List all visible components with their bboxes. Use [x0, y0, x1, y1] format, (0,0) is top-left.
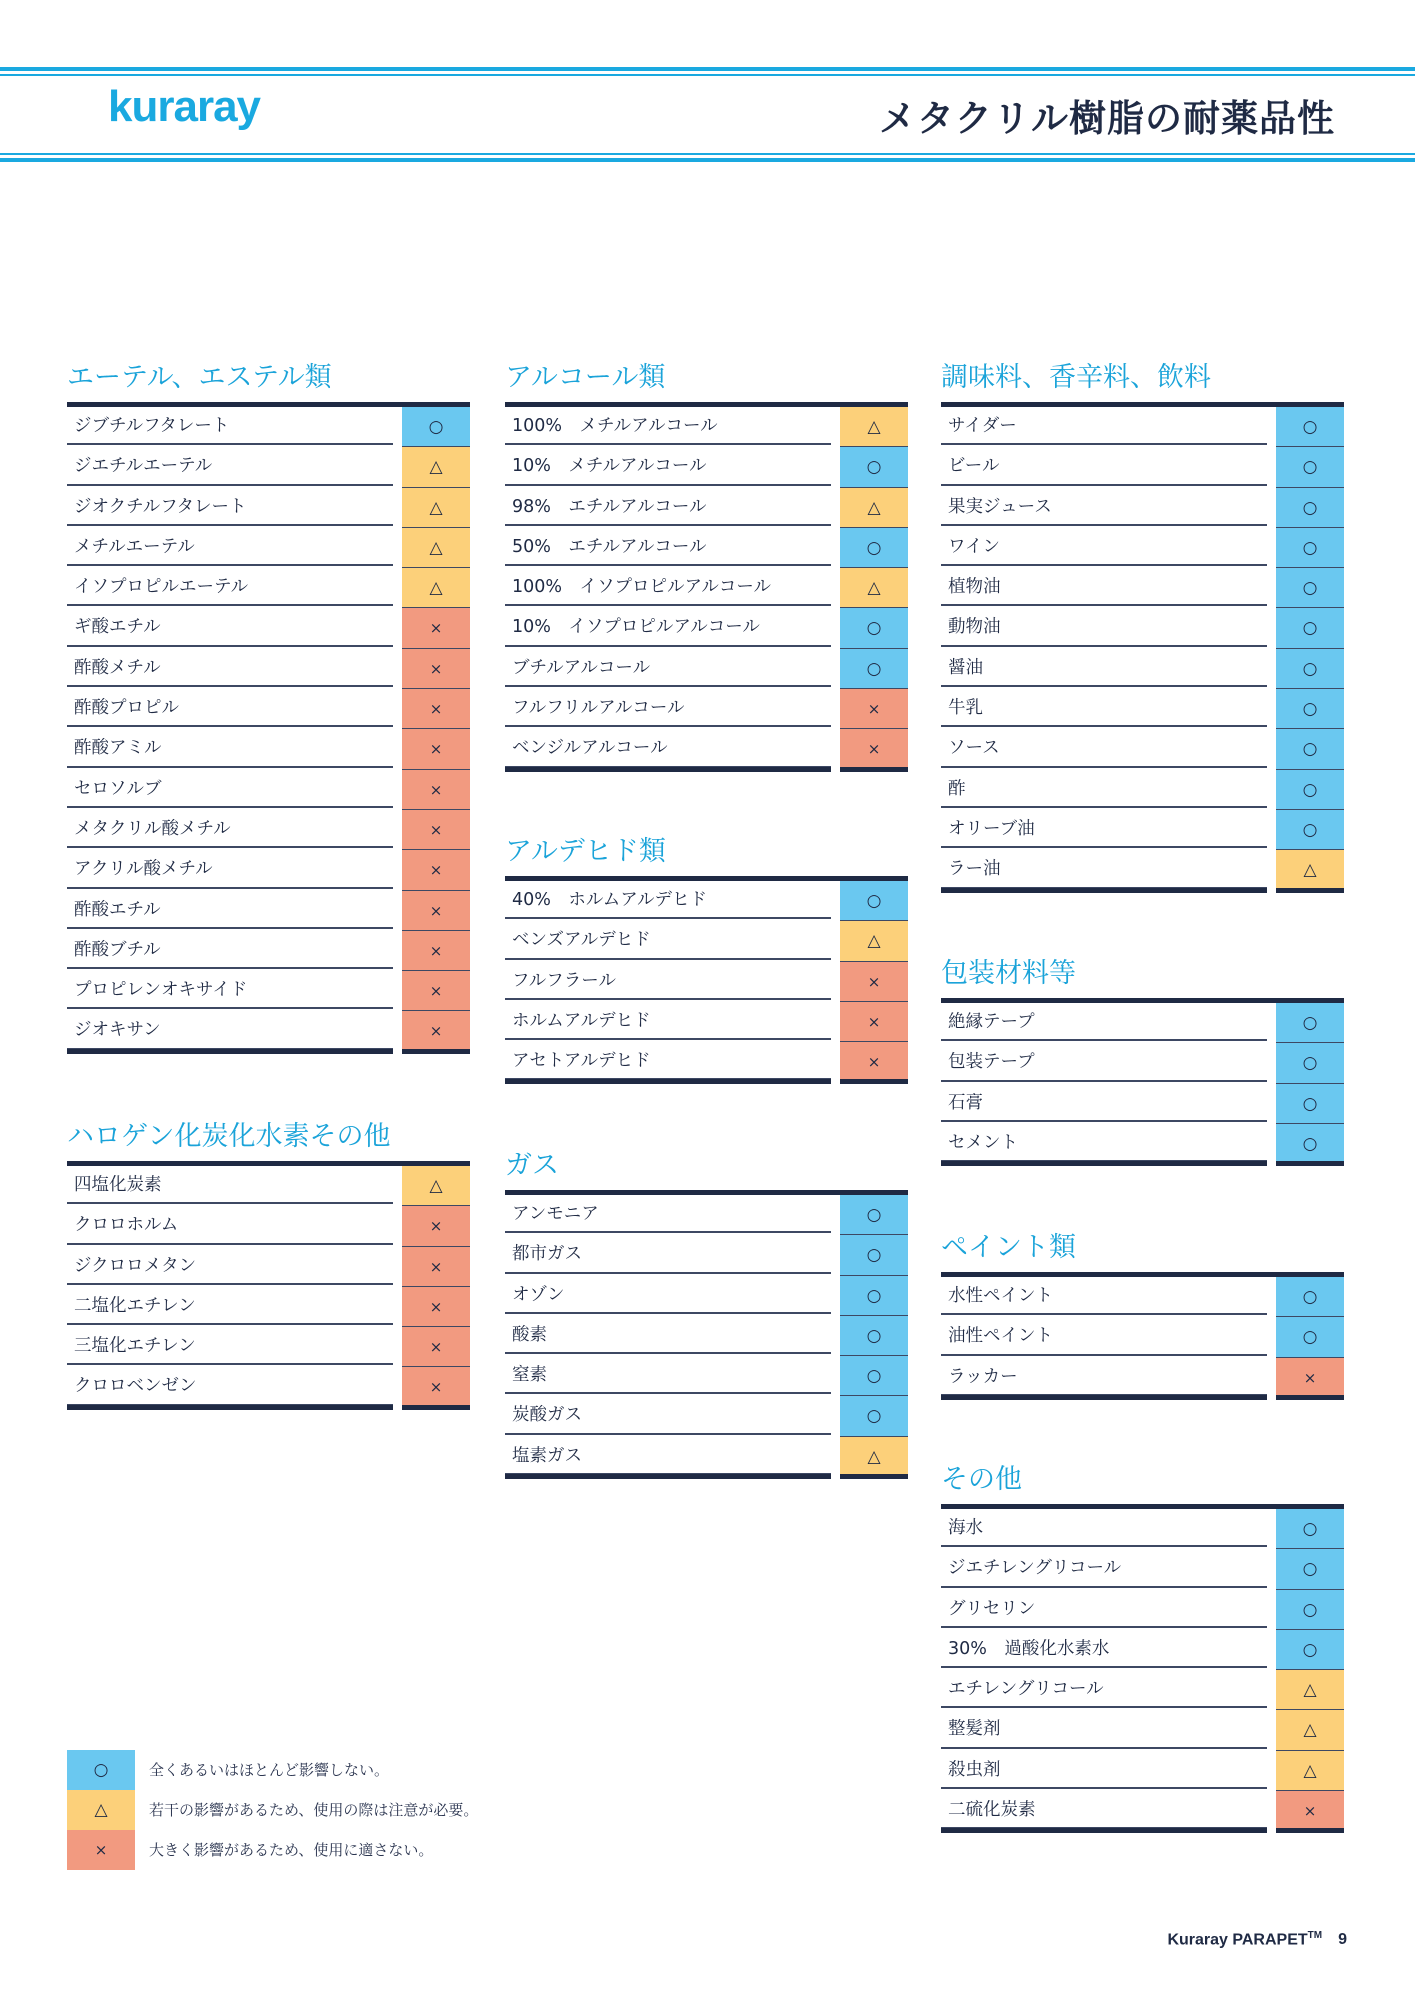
rating-good-icon: ○ — [1276, 488, 1344, 528]
rating-good-icon: ○ — [840, 1356, 908, 1396]
rating-caution-icon: △ — [1276, 1710, 1344, 1750]
chemical-name: 果実ジュース — [941, 488, 1267, 526]
rating-good-icon: ○ — [1276, 729, 1344, 769]
table-row — [67, 729, 470, 769]
table-row — [941, 568, 1344, 608]
chemical-name: 98% エチルアルコール — [505, 488, 831, 526]
chemical-name: ジエチルエーテル — [67, 447, 393, 485]
table-row — [67, 1247, 470, 1287]
rating-good-icon: ○ — [402, 407, 470, 447]
table-row — [941, 447, 1344, 487]
chemical-name: セメント — [941, 1124, 1267, 1162]
table-row — [67, 649, 470, 689]
table-row — [941, 1358, 1344, 1398]
section-title: アルデヒド類 — [505, 836, 666, 867]
resistance-table — [505, 876, 908, 1087]
table-row — [941, 1630, 1344, 1670]
resistance-table — [505, 402, 908, 775]
rating-bad-icon: × — [402, 689, 470, 729]
bottom-rule-label — [941, 888, 1267, 893]
chemical-name: ジオキサン — [67, 1011, 393, 1049]
chemical-name: オゾン — [505, 1276, 831, 1314]
rating-caution-icon: △ — [402, 528, 470, 568]
table-row — [941, 770, 1344, 810]
section-title: ペイント類 — [941, 1232, 1076, 1263]
chemical-name: ソース — [941, 729, 1267, 767]
rating-caution-icon: △ — [402, 488, 470, 528]
section-title: ハロゲン化炭化水素その他 — [67, 1121, 391, 1152]
section-food — [941, 360, 1344, 896]
table-row — [505, 1235, 908, 1275]
rating-good-icon: ○ — [1276, 1277, 1344, 1317]
chemical-name: メチルエーテル — [67, 528, 393, 566]
rating-caution-icon: △ — [402, 1166, 470, 1206]
legend-text-caution: 若干の影響があるため、使用の際は注意が必要。 — [149, 1801, 479, 1819]
chemical-name: ラッカー — [941, 1358, 1267, 1396]
chemical-name: 酢酸アミル — [67, 729, 393, 767]
table-row — [67, 770, 470, 810]
chemical-name: アンモニア — [505, 1195, 831, 1233]
rating-bad-icon: × — [402, 971, 470, 1011]
table-row — [67, 850, 470, 890]
rating-caution-icon: △ — [840, 407, 908, 447]
section-title: ガス — [505, 1150, 559, 1181]
resistance-table — [67, 402, 470, 1057]
chemical-name: 塩素ガス — [505, 1437, 831, 1475]
table-row — [67, 1287, 470, 1327]
table-row — [505, 568, 908, 608]
rating-bad-icon: × — [402, 891, 470, 931]
rating-good-icon: ○ — [1276, 649, 1344, 689]
table-row — [67, 971, 470, 1011]
chemical-name: 四塩化炭素 — [67, 1166, 393, 1204]
table-bottom-rule — [67, 1408, 470, 1413]
section-paint — [941, 1230, 1344, 1403]
table-row — [505, 729, 908, 769]
table-row — [505, 1316, 908, 1356]
chemical-name: ホルムアルデヒド — [505, 1002, 831, 1040]
table-row — [505, 649, 908, 689]
table-bottom-rule — [67, 1052, 470, 1057]
section-alcohol — [505, 360, 908, 775]
rating-bad-icon: × — [402, 1011, 470, 1051]
chemical-name: ギ酸エチル — [67, 608, 393, 646]
bottom-rule-symbol — [1276, 1161, 1344, 1166]
rating-good-icon: ○ — [840, 1235, 908, 1275]
rating-good-icon: ○ — [1276, 1124, 1344, 1164]
table-row — [67, 810, 470, 850]
rating-caution-icon: △ — [840, 1437, 908, 1477]
table-bottom-rule — [941, 1398, 1344, 1403]
header-rule-bottom-thick — [0, 158, 1415, 162]
chemical-name: 都市ガス — [505, 1235, 831, 1273]
rating-caution-icon: △ — [402, 568, 470, 608]
table-bottom-rule — [941, 891, 1344, 896]
chemical-name: 50% エチルアルコール — [505, 528, 831, 566]
table-row — [505, 407, 908, 447]
chemical-name: セロソルブ — [67, 770, 393, 808]
section-halogen — [67, 1119, 470, 1413]
bottom-rule-label — [505, 767, 831, 772]
rating-good-icon: ○ — [1276, 1084, 1344, 1124]
table-row — [67, 1206, 470, 1246]
table-row — [67, 689, 470, 729]
table-row — [941, 1043, 1344, 1083]
table-row — [941, 488, 1344, 528]
chemical-name: フルフラール — [505, 962, 831, 1000]
bottom-rule-label — [67, 1405, 393, 1410]
chemical-name: 海水 — [941, 1509, 1267, 1547]
table-bottom-rule — [941, 1164, 1344, 1169]
table-row — [941, 850, 1344, 890]
table-row — [505, 1002, 908, 1042]
chemical-name: 酸素 — [505, 1316, 831, 1354]
table-row — [941, 1003, 1344, 1043]
table-row — [505, 921, 908, 961]
bottom-rule-label — [941, 1161, 1267, 1166]
bottom-rule-symbol — [1276, 888, 1344, 893]
chemical-name: ビール — [941, 447, 1267, 485]
table-row — [941, 608, 1344, 648]
chemical-name: エチレングリコール — [941, 1670, 1267, 1708]
chemical-name: 三塩化エチレン — [67, 1327, 393, 1365]
rating-good-icon: ○ — [1276, 1317, 1344, 1357]
chemical-name: イソプロピルエーテル — [67, 568, 393, 606]
table-row — [67, 488, 470, 528]
table-row — [505, 488, 908, 528]
table-row — [941, 1590, 1344, 1630]
table-row — [941, 1124, 1344, 1164]
rating-bad-icon: × — [1276, 1358, 1344, 1398]
table-row — [67, 608, 470, 648]
table-row — [941, 649, 1344, 689]
rating-bad-icon: × — [402, 1327, 470, 1367]
rating-bad-icon: × — [402, 608, 470, 648]
table-row — [941, 1277, 1344, 1317]
kuraray-logo: kuraray — [108, 82, 261, 131]
chemical-name: アクリル酸メチル — [67, 850, 393, 888]
rating-bad-icon: × — [402, 1287, 470, 1327]
table-row — [67, 447, 470, 487]
chemical-name: 二硫化炭素 — [941, 1791, 1267, 1829]
rating-good-icon: ○ — [1276, 568, 1344, 608]
table-row — [505, 689, 908, 729]
resistance-table — [941, 998, 1344, 1169]
chemical-name: クロロベンゼン — [67, 1367, 393, 1405]
chemical-name: グリセリン — [941, 1590, 1267, 1628]
chemical-name: 100% イソプロピルアルコール — [505, 568, 831, 606]
page-title: メタクリル樹脂の耐薬品性 — [879, 97, 1335, 140]
table-row — [941, 689, 1344, 729]
rating-caution-icon: △ — [840, 488, 908, 528]
rating-good-icon: ○ — [1276, 810, 1344, 850]
chemical-name: 酢酸エチル — [67, 891, 393, 929]
table-row — [67, 407, 470, 447]
header-rule-top-thick — [0, 67, 1415, 71]
table-row — [67, 1166, 470, 1206]
section-title: エーテル、エステル類 — [67, 362, 332, 393]
rating-bad-icon: × — [402, 810, 470, 850]
chemical-name: 植物油 — [941, 568, 1267, 606]
chemical-name: 動物油 — [941, 608, 1267, 646]
rating-good-icon: ○ — [1276, 1630, 1344, 1670]
chemical-name: クロロホルム — [67, 1206, 393, 1244]
table-row — [505, 1396, 908, 1436]
section-title: アルコール類 — [505, 362, 666, 393]
chemical-name: ラー油 — [941, 850, 1267, 888]
table-row — [67, 931, 470, 971]
chemical-name: 30% 過酸化水素水 — [941, 1630, 1267, 1668]
chemical-name: 醤油 — [941, 649, 1267, 687]
chemical-name: 殺虫剤 — [941, 1751, 1267, 1789]
rating-bad-icon: × — [840, 1002, 908, 1042]
table-row — [941, 1549, 1344, 1589]
table-row — [67, 1011, 470, 1051]
rating-bad-icon: × — [402, 850, 470, 890]
rating-good-icon: ○ — [1276, 1043, 1344, 1083]
rating-bad-icon: × — [402, 931, 470, 971]
bottom-rule-symbol — [1276, 1828, 1344, 1833]
bottom-rule-label — [505, 1474, 831, 1479]
rating-good-icon: ○ — [1276, 770, 1344, 810]
bottom-rule-label — [67, 1049, 393, 1054]
rating-good-icon: ○ — [840, 1316, 908, 1356]
table-row — [505, 528, 908, 568]
rating-good-icon: ○ — [1276, 608, 1344, 648]
chemical-name: 40% ホルムアルデヒド — [505, 881, 831, 919]
rating-good-icon: ○ — [1276, 528, 1344, 568]
chemical-name: ジオクチルフタレート — [67, 488, 393, 526]
bottom-rule-symbol — [402, 1405, 470, 1410]
legend-swatch-bad: × — [67, 1830, 135, 1870]
table-row — [67, 891, 470, 931]
chemical-name: 二塩化エチレン — [67, 1287, 393, 1325]
chemical-name: 包装テープ — [941, 1043, 1267, 1081]
chemical-name: ジブチルフタレート — [67, 407, 393, 445]
chemical-name: オリーブ油 — [941, 810, 1267, 848]
rating-caution-icon: △ — [1276, 1751, 1344, 1791]
resistance-table — [67, 1161, 470, 1413]
table-row — [505, 608, 908, 648]
header-rule-bottom-thin — [0, 153, 1415, 155]
rating-good-icon: ○ — [840, 1396, 908, 1436]
resistance-table — [941, 1272, 1344, 1403]
rating-bad-icon: × — [402, 1206, 470, 1246]
table-row — [505, 447, 908, 487]
table-row — [941, 810, 1344, 850]
table-row — [505, 962, 908, 1002]
table-row — [505, 1437, 908, 1477]
chemical-name: ジエチレングリコール — [941, 1549, 1267, 1587]
rating-bad-icon: × — [402, 770, 470, 810]
chemical-name: 酢酸ブチル — [67, 931, 393, 969]
rating-good-icon: ○ — [1276, 1549, 1344, 1589]
page-number: 9 — [1338, 1931, 1347, 1949]
bottom-rule-label — [941, 1395, 1267, 1400]
rating-good-icon: ○ — [840, 881, 908, 921]
chemical-name: ベンジルアルコール — [505, 729, 831, 767]
chemical-name: 油性ペイント — [941, 1317, 1267, 1355]
bottom-rule-label — [505, 1079, 831, 1084]
table-row — [505, 1356, 908, 1396]
table-row — [941, 528, 1344, 568]
section-title: 包装材料等 — [941, 958, 1076, 989]
chemical-name: 酢酸メチル — [67, 649, 393, 687]
chemical-name: 牛乳 — [941, 689, 1267, 727]
rating-good-icon: ○ — [1276, 407, 1344, 447]
chemical-name: 10% イソプロピルアルコール — [505, 608, 831, 646]
rating-good-icon: ○ — [840, 649, 908, 689]
resistance-table — [941, 402, 1344, 896]
table-row — [67, 568, 470, 608]
footer — [1167, 1930, 1347, 1949]
rating-bad-icon: × — [840, 729, 908, 769]
resistance-table — [941, 1504, 1344, 1836]
table-row — [941, 1710, 1344, 1750]
rating-caution-icon: △ — [402, 447, 470, 487]
table-bottom-rule — [505, 1082, 908, 1087]
section-gas — [505, 1148, 908, 1482]
chemical-name: 絶縁テープ — [941, 1003, 1267, 1041]
bottom-rule-symbol — [402, 1049, 470, 1054]
table-row — [67, 1327, 470, 1367]
chemical-name: ジクロロメタン — [67, 1247, 393, 1285]
rating-good-icon: ○ — [1276, 689, 1344, 729]
rating-good-icon: ○ — [1276, 1509, 1344, 1549]
table-bottom-rule — [505, 1477, 908, 1482]
rating-caution-icon: △ — [1276, 850, 1344, 890]
legend-text-good: 全くあるいはほとんど影響しない。 — [149, 1761, 390, 1779]
table-bottom-rule — [505, 770, 908, 775]
rating-bad-icon: × — [840, 962, 908, 1002]
chemical-name: サイダー — [941, 407, 1267, 445]
rating-good-icon: ○ — [840, 447, 908, 487]
chemical-name: 炭酸ガス — [505, 1396, 831, 1434]
chemical-name: 窒素 — [505, 1356, 831, 1394]
rating-bad-icon: × — [402, 1367, 470, 1407]
table-row — [941, 1751, 1344, 1791]
section-ether-ester — [67, 360, 470, 1057]
legend-text-bad: 大きく影響があるため、使用に適さない。 — [149, 1841, 434, 1859]
table-row — [941, 1791, 1344, 1831]
rating-bad-icon: × — [402, 1247, 470, 1287]
chemical-name: 酢 — [941, 770, 1267, 808]
trademark-mark: TM — [1307, 1930, 1323, 1941]
table-row — [67, 528, 470, 568]
section-aldehyde — [505, 834, 908, 1087]
header-rule-top-thin — [0, 74, 1415, 76]
legend-swatch-good: ○ — [67, 1750, 135, 1790]
chemical-name: 10% メチルアルコール — [505, 447, 831, 485]
table-row — [505, 881, 908, 921]
rating-good-icon: ○ — [1276, 1003, 1344, 1043]
bottom-rule-symbol — [840, 1079, 908, 1084]
chemical-name: 水性ペイント — [941, 1277, 1267, 1315]
chemical-name: フルフリルアルコール — [505, 689, 831, 727]
rating-bad-icon: × — [1276, 1791, 1344, 1831]
rating-bad-icon: × — [402, 729, 470, 769]
chemical-name: ワイン — [941, 528, 1267, 566]
footer-brand: Kuraray PARAPET — [1167, 1931, 1308, 1949]
rating-caution-icon: △ — [1276, 1670, 1344, 1710]
bottom-rule-symbol — [840, 1474, 908, 1479]
rating-bad-icon: × — [840, 689, 908, 729]
table-row — [505, 1042, 908, 1082]
bottom-rule-label — [941, 1828, 1267, 1833]
table-row — [941, 729, 1344, 769]
rating-good-icon: ○ — [840, 1276, 908, 1316]
chemical-name: プロピレンオキサイド — [67, 971, 393, 1009]
rating-bad-icon: × — [402, 649, 470, 689]
table-row — [941, 1509, 1344, 1549]
legend-swatch-caution: △ — [67, 1790, 135, 1830]
table-row — [941, 407, 1344, 447]
rating-good-icon: ○ — [840, 1195, 908, 1235]
resistance-table — [505, 1190, 908, 1482]
chemical-name: ブチルアルコール — [505, 649, 831, 687]
table-row — [941, 1084, 1344, 1124]
table-row — [941, 1317, 1344, 1357]
chemical-name: 酢酸プロピル — [67, 689, 393, 727]
chemical-name: 100% メチルアルコール — [505, 407, 831, 445]
table-row — [505, 1195, 908, 1235]
rating-bad-icon: × — [840, 1042, 908, 1082]
bottom-rule-symbol — [840, 767, 908, 772]
bottom-rule-symbol — [1276, 1395, 1344, 1400]
rating-good-icon: ○ — [840, 528, 908, 568]
chemical-name: アセトアルデヒド — [505, 1042, 831, 1080]
section-packaging — [941, 956, 1344, 1169]
table-row — [505, 1276, 908, 1316]
section-title: 調味料、香辛料、飲料 — [941, 362, 1211, 393]
rating-good-icon: ○ — [1276, 447, 1344, 487]
table-bottom-rule — [941, 1831, 1344, 1836]
table-row — [67, 1367, 470, 1407]
section-title: その他 — [941, 1464, 1022, 1495]
rating-caution-icon: △ — [840, 568, 908, 608]
chemical-name: ベンズアルデヒド — [505, 921, 831, 959]
rating-good-icon: ○ — [1276, 1590, 1344, 1630]
chemical-name: 整髪剤 — [941, 1710, 1267, 1748]
rating-good-icon: ○ — [840, 608, 908, 648]
chemical-name: メタクリル酸メチル — [67, 810, 393, 848]
chemical-name: 石膏 — [941, 1084, 1267, 1122]
table-row — [941, 1670, 1344, 1710]
section-other — [941, 1462, 1344, 1836]
rating-caution-icon: △ — [840, 921, 908, 961]
